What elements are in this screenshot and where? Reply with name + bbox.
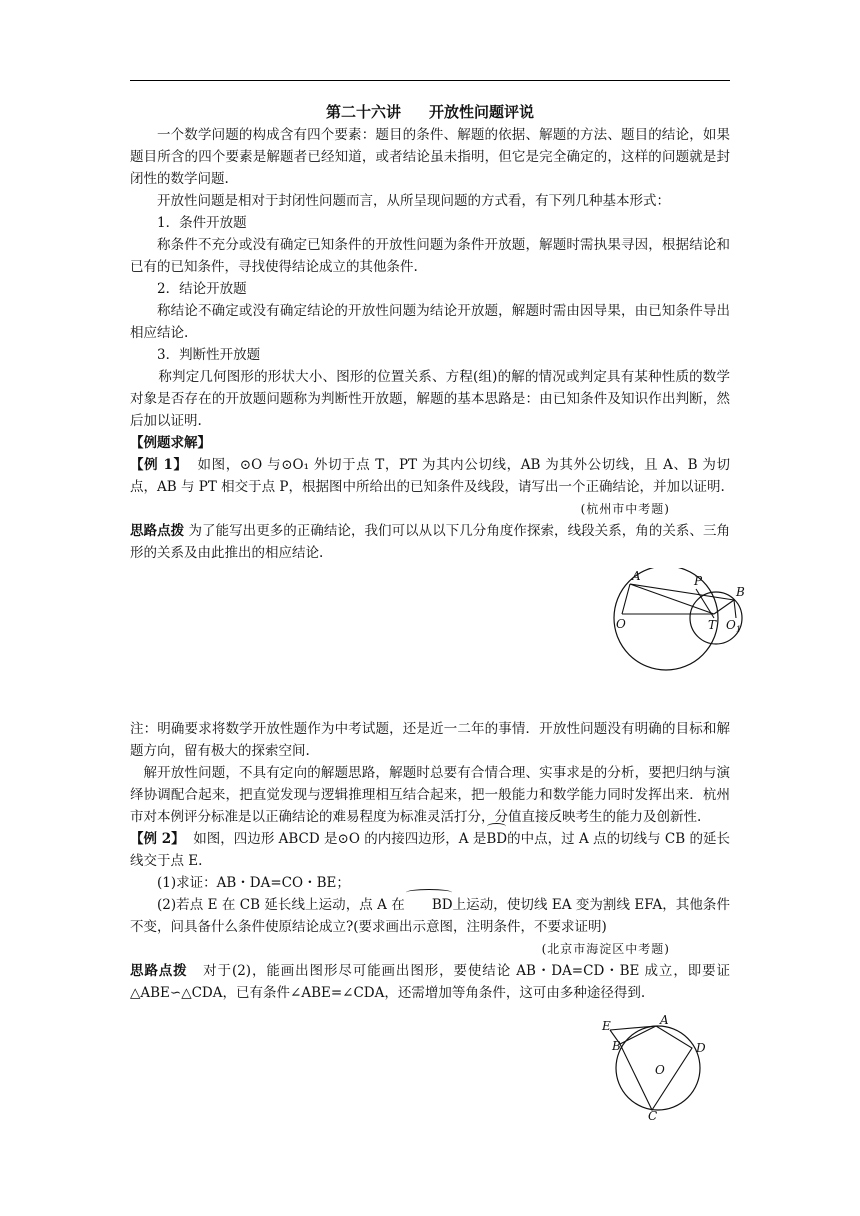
- label-t: T: [708, 618, 717, 632]
- example-2-question-1: (1)求证：AB・DA=CO・BE；: [157, 875, 350, 891]
- example-2-text-a: 如图，四边形 ABCD 是⊙O 的内接四边形，A 是: [193, 831, 487, 847]
- label-o: O: [616, 617, 626, 631]
- example-2-question-2-arc: BD: [405, 894, 453, 916]
- form-2-heading: 2．结论开放题: [157, 281, 247, 297]
- header-rule: [130, 80, 730, 81]
- label-a: A: [632, 569, 641, 583]
- example-2-hint: [130, 960, 730, 1004]
- label-b: B: [612, 1039, 621, 1053]
- circle-o: [614, 568, 718, 670]
- label-o: O: [655, 1063, 665, 1077]
- line-o1b: [734, 600, 736, 618]
- example-2-text-b: 的中点，过 A 点的切线与 CB 的延长线交于点 E.: [130, 831, 730, 869]
- form-1-heading: 1．条件开放题: [157, 215, 247, 231]
- example-2-label: 【例 2】: [130, 831, 185, 847]
- form-1-text: 称条件不充分或没有确定已知条件的开放性问题为条件开放题，解题时需执果寻因，根据结论和已有的已知条件，寻找使得结论成立的其他条件.: [130, 237, 730, 275]
- example-2-source: (北京市海淀区中考题): [541, 942, 670, 956]
- line-at: [630, 584, 714, 614]
- example-1-source: (杭州市中考题): [580, 502, 670, 516]
- example-1-source-line: [130, 498, 730, 520]
- lecture-topic: 开放性问题评说: [429, 103, 535, 121]
- section-heading: 【例题求解】: [130, 435, 211, 451]
- label-a: A: [660, 1013, 669, 1027]
- lecture-title: [130, 100, 730, 124]
- figure-2-area: [130, 1004, 730, 1122]
- intro-paragraph-2: 开放性问题是相对于封闭性问题而言，从所呈现问题的方式看，有下列几种基本形式：: [157, 193, 670, 209]
- figure-1-tangent-circles: [586, 568, 746, 678]
- form-3-heading: 3．判断性开放题: [157, 347, 261, 363]
- label-b: B: [736, 585, 745, 599]
- example-1-hint-text: 为了能写出更多的正确结论，我们可以从以下几分角度作探索，线段关系，角的关系、三角形的关系及由此推出的相应结论.: [130, 523, 731, 561]
- lecture-number: 第二十六讲: [325, 103, 401, 121]
- figure-2-cyclic-quadrilateral: [600, 1012, 710, 1122]
- label-o1: $O_1$: [726, 618, 741, 634]
- example-1-label: 【例 1】: [130, 457, 188, 473]
- example-1-hint: [130, 520, 730, 564]
- label-d: D: [696, 1041, 706, 1055]
- label-c: C: [648, 1109, 658, 1122]
- example-2-hint-label: 思路点拨: [130, 963, 188, 979]
- document-page: [130, 100, 745, 1122]
- form-2-text: 称结论不确定或没有确定结论的开放性问题为结论开放题，解题时需由因导果，由已知条件导出相应结论.: [130, 303, 730, 341]
- note-paragraph-2: 解开放性问题，不具有定向的解题思路，解题时总要有合情合理、实事求是的分析，要把归纳与演绎协调配合起来，把直觉发现与逻辑推理相互结合起来，把一般能力和数学能力同时发挥出来．杭州市对本例评分标准是以正确结论的难易程度为标准灵活打分，分值直接反映考生的能力及创新性.: [130, 765, 730, 825]
- form-3-text: 称判定几何图形的形状大小、图形的位置关系、方程(组)的解的情况或判定具有某种性质的数学对象是否存在的开放题问题称为判断性开放题，解题的基本思路是：由已知条件及知识作出判断，然后加以证明.: [130, 369, 730, 429]
- example-1-text: 如图，⊙O 与⊙O₁ 外切于点 T，PT 为其内公切线，AB 为其外公切线，且 A、B 为切点，AB 与 PT 相交于点 P，根据图中所给出的已知条件及线段，请写出一个正确结论，并加以证明.: [130, 457, 731, 495]
- example-2-question-2: (2)若点 E 在 CB 延长线上运动，点 A 在 BD上运动，使切线 EA 变为割线 EFA，其他条件不变，问具备什么条件使原结论成立?(要求画出示意图，注明条件，不要求证明): [130, 894, 730, 938]
- note-paragraph-1: 注：明确要求将数学开放性题作为中考试题，还是近一二年的事情．开放性问题没有明确的目标和解题方向，留有极大的探索空间.: [130, 721, 730, 759]
- figure-1-area: [130, 564, 745, 692]
- example-2-arc: BD: [486, 828, 507, 850]
- label-e: E: [602, 1019, 611, 1033]
- intro-paragraph-1: 一个数学问题的构成含有四个要素：题目的条件、解题的依据、解题的方法、题目的结论，如果题目所含的四个要素是解题者已经知道，或者结论虽未指明，但它是完全确定的，这样的问题就是封闭性的数学问题.: [130, 127, 730, 187]
- example-2-source-line: [130, 938, 730, 960]
- example-1: [130, 454, 730, 498]
- example-2-hint-text: 对于(2)，能画出图形尽可能画出图形，要使结论 AB・DA=CD・BE 成立，即要证△ABE∽△CDA，已有条件∠ABE=∠CDA，还需增加等角条件，这可由多种途径得到.: [130, 963, 731, 1001]
- example-2: [130, 828, 730, 872]
- label-p: P: [694, 574, 703, 588]
- example-1-hint-label: 思路点拨: [130, 523, 185, 539]
